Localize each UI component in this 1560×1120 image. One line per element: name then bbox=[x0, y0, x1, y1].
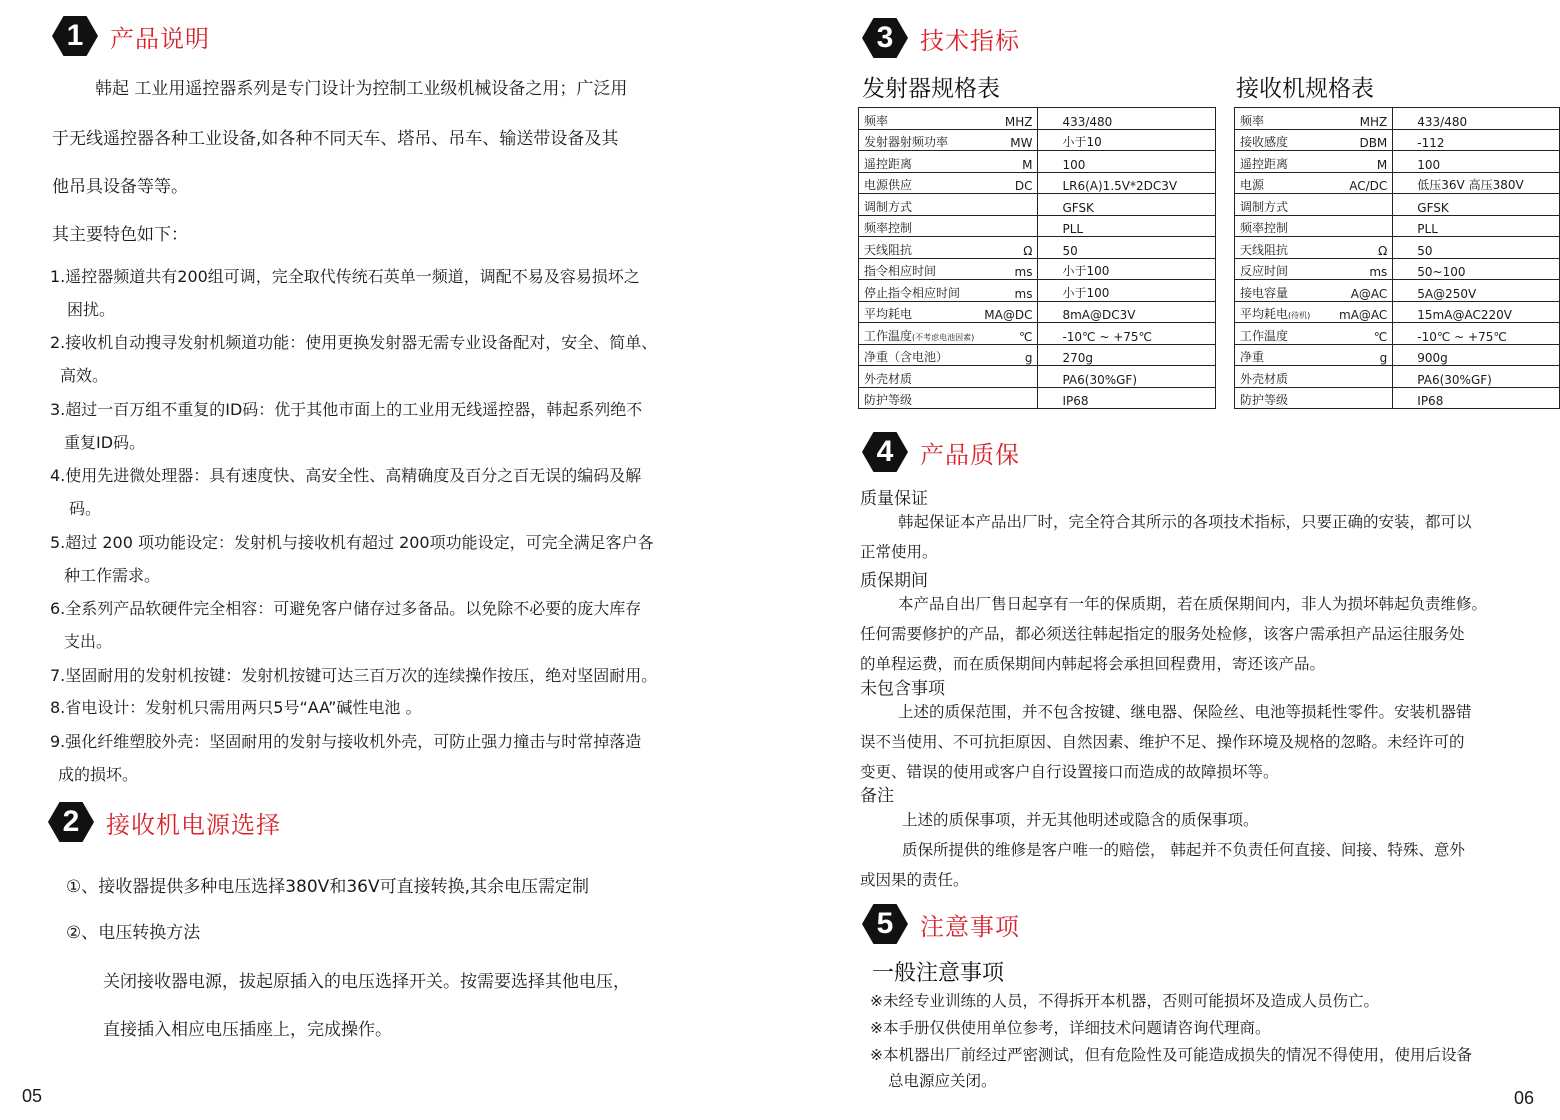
spec-unit: DBM bbox=[1334, 129, 1393, 151]
spec-unit: ms bbox=[979, 280, 1038, 302]
spec-row bbox=[859, 215, 1216, 237]
spec-param: 净重 bbox=[1235, 344, 1335, 366]
spec-value: 50~100 bbox=[1393, 258, 1560, 280]
page-number: 06 bbox=[1514, 1088, 1535, 1108]
spec-param: 频率控制 bbox=[1235, 215, 1335, 237]
hexagon-number-badge: 1 bbox=[52, 16, 98, 56]
spec-param: 停止指令相应时间 bbox=[859, 280, 980, 302]
spec-unit: A@AC bbox=[1334, 280, 1393, 302]
intro-line: 于无线遥控器各种工业设备,如各种不同天车、塔吊、吊车、输送带设备及其 bbox=[52, 129, 619, 149]
spec-value: IP68 bbox=[1038, 387, 1216, 409]
spec-value: 5A@250V bbox=[1393, 280, 1560, 302]
section-3-heading bbox=[862, 18, 1020, 58]
spec-unit bbox=[979, 215, 1038, 237]
spec-unit: ℃ bbox=[1334, 323, 1393, 345]
spec-unit bbox=[1334, 215, 1393, 237]
spec-unit: MHZ bbox=[979, 108, 1038, 130]
spec-value: GFSK bbox=[1393, 194, 1560, 216]
spec-value: 270g bbox=[1038, 344, 1216, 366]
spec-row bbox=[859, 280, 1216, 302]
spec-param: 频率 bbox=[859, 108, 980, 130]
spec-row bbox=[1235, 129, 1560, 151]
spec-value: PLL bbox=[1038, 215, 1216, 237]
hexagon-number-badge: 2 bbox=[48, 802, 94, 842]
spec-param: 工作温度(不考虑电池因素) bbox=[859, 323, 980, 345]
spec-unit: M bbox=[979, 151, 1038, 173]
spec-unit bbox=[1334, 387, 1393, 409]
spec-param: 净重（含电池） bbox=[859, 344, 980, 366]
spec-param: 频率 bbox=[1235, 108, 1335, 130]
spec-unit: Ω bbox=[1334, 237, 1393, 259]
method-line: 直接插入相应电压插座上，完成操作。 bbox=[103, 1020, 392, 1040]
features-heading: 其主要特色如下： bbox=[52, 225, 188, 245]
spec-param: 发射器射频功率 bbox=[859, 129, 980, 151]
quality-heading: 质量保证 bbox=[860, 489, 928, 509]
voltage-item: ②、电压转换方法 bbox=[66, 923, 201, 943]
spec-row bbox=[859, 366, 1216, 388]
spec-value: 8mA@DC3V bbox=[1038, 301, 1216, 323]
spec-unit: Ω bbox=[979, 237, 1038, 259]
spec-param: 平均耗电(待机) bbox=[1235, 301, 1335, 323]
method-line: 关闭接收器电源，拔起原插入的电压选择开关。按需要选择其他电压， bbox=[103, 972, 630, 992]
spec-param: 调制方式 bbox=[1235, 194, 1335, 216]
spec-value: -10℃ ~ +75℃ bbox=[1038, 323, 1216, 345]
spec-value: IP68 bbox=[1393, 387, 1560, 409]
remarks-heading: 备注 bbox=[860, 786, 894, 806]
period-text: 本产品自出厂售日起享有一年的保质期，若在质保期间内，非人为损坏韩起负责维修。 任何需要修护的产品，都必须送往韩起指定的服务处检修，该客户需承担产品运往服务处 的单程运费，而在质保期间内韩起将会承担回程费用，寄还该产品。 bbox=[860, 595, 1488, 673]
spec-value: 433/480 bbox=[1393, 108, 1560, 130]
feature-item: 3.超过一百万组不重复的ID码：优于其他市面上的工业用无线遥控器，韩起系列绝不 重复ID码。 bbox=[50, 400, 643, 452]
spec-unit: g bbox=[979, 344, 1038, 366]
spec-value: 100 bbox=[1393, 151, 1560, 173]
hexagon-number-badge: 4 bbox=[862, 432, 908, 472]
spec-value: PLL bbox=[1393, 215, 1560, 237]
spec-row bbox=[1235, 237, 1560, 259]
spec-param: 天线阻抗 bbox=[859, 237, 980, 259]
spec-value: -112 bbox=[1393, 129, 1560, 151]
receiver-table-title: 接收机规格表 bbox=[1236, 76, 1374, 102]
spec-row bbox=[1235, 280, 1560, 302]
feature-item: 7.坚固耐用的发射机按键：发射机按键可达三百万次的连续操作按压，绝对坚固耐用。 bbox=[50, 666, 658, 685]
spec-value: 低压36V 高压380V bbox=[1393, 172, 1560, 194]
note-item: ※未经专业训练的人员，不得拆开本机器，否则可能损坏及造成人员伤亡。 bbox=[870, 992, 1379, 1010]
spec-unit: MW bbox=[979, 129, 1038, 151]
spec-unit: mA@AC bbox=[1334, 301, 1393, 323]
spec-unit: AC/DC bbox=[1334, 172, 1393, 194]
spec-value: -10℃ ~ +75℃ bbox=[1393, 323, 1560, 345]
spec-param: 外壳材质 bbox=[859, 366, 980, 388]
spec-value: 900g bbox=[1393, 344, 1560, 366]
spec-param: 接电容量 bbox=[1235, 280, 1335, 302]
spec-unit: M bbox=[1334, 151, 1393, 173]
spec-param: 频率控制 bbox=[859, 215, 980, 237]
exclusions-heading: 未包含事项 bbox=[860, 679, 945, 699]
section-1-heading bbox=[52, 16, 210, 56]
spec-param: 调制方式 bbox=[859, 194, 980, 216]
spec-row bbox=[1235, 151, 1560, 173]
spec-unit bbox=[979, 387, 1038, 409]
spec-value: 小于100 bbox=[1038, 258, 1216, 280]
spec-value: 小于100 bbox=[1038, 280, 1216, 302]
intro-line: 他吊具设备等等。 bbox=[52, 177, 188, 197]
section-5-heading bbox=[862, 904, 1020, 944]
period-heading: 质保期间 bbox=[860, 571, 928, 591]
spec-unit: ms bbox=[1334, 258, 1393, 280]
spec-param: 反应时间 bbox=[1235, 258, 1335, 280]
spec-param: 接收感度 bbox=[1235, 129, 1335, 151]
spec-param: 外壳材质 bbox=[1235, 366, 1335, 388]
spec-value: 433/480 bbox=[1038, 108, 1216, 130]
feature-item: 9.强化纤维塑胶外壳：坚固耐用的发射与接收机外壳，可防止强力撞击与时常掉落造 成的损坏。 bbox=[50, 732, 642, 784]
spec-row bbox=[1235, 366, 1560, 388]
spec-row bbox=[859, 151, 1216, 173]
spec-param: 平均耗电 bbox=[859, 301, 980, 323]
spec-unit: DC bbox=[979, 172, 1038, 194]
spec-unit bbox=[979, 366, 1038, 388]
spec-row bbox=[859, 172, 1216, 194]
spec-row bbox=[859, 237, 1216, 259]
remarks-text: 上述的质保事项，并无其他明述或隐含的质保事项。 质保所提供的维修是客户唯一的赔偿， 韩起并不负责任何直接、间接、特殊、意外 或因果的责任。 bbox=[860, 811, 1465, 889]
spec-row bbox=[859, 194, 1216, 216]
hexagon-number-badge: 5 bbox=[862, 904, 908, 944]
spec-param: 指令相应时间 bbox=[859, 258, 980, 280]
feature-item: 5.超过 200 项功能设定：发射机与接收机有超过 200项功能设定，可完全满足客户各 种工作需求。 bbox=[50, 533, 654, 585]
section-4-heading bbox=[862, 432, 1020, 472]
section-title: 产品质保 bbox=[920, 440, 1020, 469]
spec-unit: ℃ bbox=[979, 323, 1038, 345]
spec-unit bbox=[1334, 194, 1393, 216]
spec-value: LR6(A)1.5V*2DC3V bbox=[1038, 172, 1216, 194]
receiver-spec-table bbox=[1234, 107, 1560, 409]
transmitter-spec-table bbox=[858, 107, 1216, 409]
spec-unit: MHZ bbox=[1334, 108, 1393, 130]
page-number: 05 bbox=[22, 1086, 43, 1106]
spec-param: 电源供应 bbox=[859, 172, 980, 194]
spec-value: PA6(30%GF) bbox=[1393, 366, 1560, 388]
spec-row bbox=[859, 344, 1216, 366]
spec-row bbox=[859, 129, 1216, 151]
feature-item: 1.遥控器频道共有200组可调，完全取代传统石英单一频道，调配不易及容易损坏之 困扰。 bbox=[50, 267, 640, 319]
spec-unit bbox=[1334, 366, 1393, 388]
spec-value: PA6(30%GF) bbox=[1038, 366, 1216, 388]
transmitter-table-title: 发射器规格表 bbox=[862, 76, 1000, 102]
spec-value: 100 bbox=[1038, 151, 1216, 173]
spec-row bbox=[1235, 387, 1560, 409]
spec-row bbox=[1235, 194, 1560, 216]
spec-unit: ms bbox=[979, 258, 1038, 280]
section-title: 产品说明 bbox=[110, 24, 210, 53]
spec-param: 天线阻抗 bbox=[1235, 237, 1335, 259]
spec-row bbox=[1235, 108, 1560, 130]
spec-value: GFSK bbox=[1038, 194, 1216, 216]
spec-row bbox=[859, 323, 1216, 345]
exclusions-text: 上述的质保范围，并不包含按键、继电器、保险丝、电池等损耗性零件。安装机器错 误不当使用、不可抗拒原因、自然因素、维护不足、操作环境及规格的忽略。未经许可的 变更、错误的使用或客户自行设置接口而造成的故障损坏等。 bbox=[860, 703, 1472, 781]
section-title: 注意事项 bbox=[920, 912, 1020, 941]
note-item: ※本手册仅供使用单位参考，详细技术问题请咨询代理商。 bbox=[870, 1019, 1271, 1037]
spec-param: 工作温度 bbox=[1235, 323, 1335, 345]
feature-item: 6.全系列产品软硬件完全相容：可避免客户储存过多备品。以免除不必要的庞大库存 支出。 bbox=[50, 599, 642, 651]
spec-row bbox=[859, 301, 1216, 323]
spec-param: 遥控距离 bbox=[859, 151, 980, 173]
spec-row bbox=[1235, 258, 1560, 280]
spec-row bbox=[859, 387, 1216, 409]
general-notes-heading: 一般注意事项 bbox=[872, 961, 1005, 986]
hexagon-number-badge: 3 bbox=[862, 18, 908, 58]
intro-line: 韩起 工业用遥控器系列是专门设计为控制工业级机械设备之用；广泛用 bbox=[95, 79, 628, 99]
section-title: 技术指标 bbox=[920, 26, 1020, 55]
spec-unit bbox=[979, 194, 1038, 216]
spec-row bbox=[1235, 323, 1560, 345]
spec-value: 15mA@AC220V bbox=[1393, 301, 1560, 323]
spec-param: 防护等级 bbox=[1235, 387, 1335, 409]
spec-value: 小于10 bbox=[1038, 129, 1216, 151]
spec-row bbox=[859, 258, 1216, 280]
section-2-heading bbox=[48, 802, 281, 842]
section-title: 接收机电源选择 bbox=[106, 810, 281, 839]
spec-value: 50 bbox=[1038, 237, 1216, 259]
spec-row bbox=[1235, 344, 1560, 366]
spec-param: 电源 bbox=[1235, 172, 1335, 194]
voltage-item: ①、接收器提供多种电压选择380V和36V可直接转换,其余电压需定制 bbox=[66, 877, 589, 897]
spec-param: 防护等级 bbox=[859, 387, 980, 409]
quality-text: 韩起保证本产品出厂时，完全符合其所示的各项技术指标，只要正确的安装，都可以 正常使用。 bbox=[860, 513, 1472, 561]
feature-item: 4.使用先进微处理器：具有速度快、高安全性、高精确度及百分之百无误的编码及解 码。 bbox=[50, 466, 642, 518]
spec-row bbox=[1235, 172, 1560, 194]
spec-unit: g bbox=[1334, 344, 1393, 366]
feature-item: 2.接收机自动搜寻发射机频道功能：使用更换发射器无需专业设备配对，安全、简单、 高效。 bbox=[50, 333, 658, 385]
spec-param: 遥控距离 bbox=[1235, 151, 1335, 173]
spec-row bbox=[859, 108, 1216, 130]
spec-row bbox=[1235, 215, 1560, 237]
spec-unit: MA@DC bbox=[979, 301, 1038, 323]
note-item: ※本机器出厂前经过严密测试，但有危险性及可能造成损失的情况不得使用，使用后设备 总电源应关闭。 bbox=[870, 1046, 1472, 1090]
feature-item: 8.省电设计：发射机只需用两只5号“AA”碱性电池 。 bbox=[50, 698, 422, 717]
spec-value: 50 bbox=[1393, 237, 1560, 259]
spec-row bbox=[1235, 301, 1560, 323]
